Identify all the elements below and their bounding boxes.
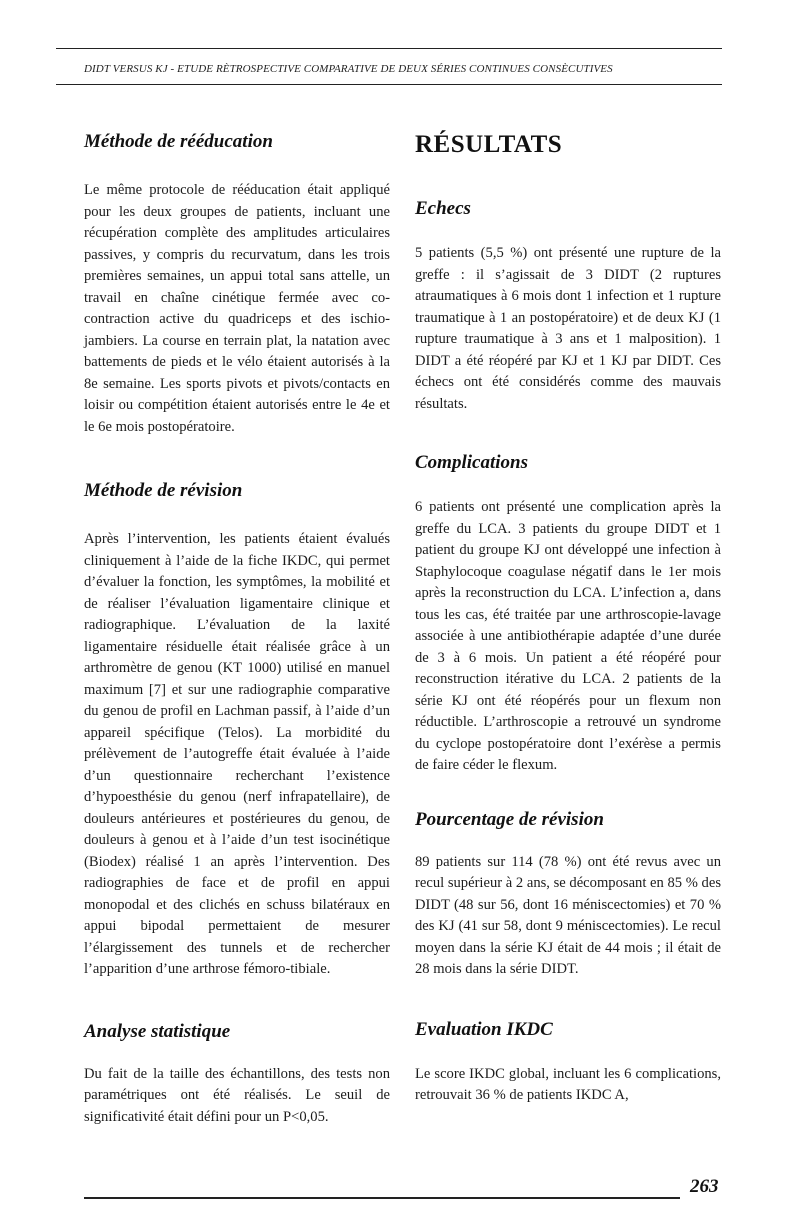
left-column: [84, 130, 390, 1128]
top-rule: [56, 48, 722, 49]
right-column: [415, 130, 721, 1107]
section-title-statistics: Analyse statistique: [84, 1020, 231, 1042]
section-title-revision-method: Méthode de révision: [84, 480, 243, 501]
section-title-ikdc: Evaluation IKDC: [415, 1018, 553, 1040]
section-text-revision-method: Après l’intervention, les patients étaient évalués cliniquement à l’aide de la fiche IKDC, qui permet d’évaluer la fonction, les symptômes, la mobilité et de réaliser l’évaluation ligamentaire clinique et radiographique. L’évaluation de la laxité ligamentaire résiduelle était réalisée grâce à un arthromètre de genou (KT 1000) utilisé en manuel maximum [7] et sur une radiographie comparative du genou de profil en Lachman passif, à l’aide d’un appareil spécifique (Telos). La morbidité du prélèvement de l’autogreffe était évaluée à l’aide d’un questionnaire recherchant l’existence d’hypoesthésie du genou (nerf infrapatellaire), de douleurs antérieures et postérieures du genou, de douleurs à genou et à l’aide d’un test isocinétique (Biodex) réalisé 1 an après l’intervention. Des radiographies de face et de profil en appui monopodal et des clichés en schuss bilatéraux en appui bipodal permettaient de mesurer l’élargissement des tunnels et de rechercher l’apparition d’une arthrose fémoro-tibiale.: [84, 531, 390, 977]
section-title-revision-percentage: Pourcentage de révision: [415, 808, 604, 830]
section-text-complications: 6 patients ont présenté une complication après la greffe du LCA. 3 patients du groupe DIDT et 1 patient du groupe KJ ont développé une infection à Staphylocoque coagulase négatif dans le 1er mois après la reconstruction du LCA. L’infection a, dans tous les cas, été traitée par une arthroscopie-lavage associée à une antibiothérapie adaptée d’une durée de 3 à 6 mois. Un patient a été réopéré pour reconstruction itérative du LCA. 2 patients de la série KJ ont été réopérés pour un flexum non réductible. L’arthroscopie a retrouvé un syndrome du cyclope postopératoire dont l’exérèse a permis de faire céder le flexum.: [415, 499, 721, 773]
section-title-complications: Complications: [415, 452, 528, 473]
section-title-reeducation: Méthode de rééducation: [84, 131, 273, 152]
section-text-ikdc: Le score IKDC global, incluant les 6 complications, retrouvait 36 % de patients IKDC A,: [415, 1065, 721, 1103]
section-title-failures: Echecs: [415, 198, 471, 219]
section-text-revision-percentage: 89 patients sur 114 (78 %) ont été revus avec un recul supérieur à 2 ans, se décomposant en 85 % des DIDT (48 sur 56, dont 16 méniscectomies) et 70 % des KJ (41 sur 58, dont 9 méniscectomies). Le recul moyen dans la série KJ était de 44 mois ; il était de 28 mois dans la série DIDT.: [415, 853, 721, 977]
section-text-failures: 5 patients (5,5 %) ont présenté une rupture de la greffe : il s’agissait de 3 DIDT (2 ruptures atraumatiques à 6 mois dont 1 infection et 1 rupture traumatique à 1 an postopératoire) et de deux KJ (1 rupture traumatique à 3 ans et 1 malposition). 1 DIDT a été réopéré par KJ et 1 KJ par DIDT. Ces échecs ont été considérés comme des mauvais résultats.: [415, 245, 721, 412]
header-rule: [56, 84, 722, 85]
section-text-reeducation: Le même protocole de rééducation était appliqué pour les deux groupes de patients, incluant une récupération complète des amplitudes articulaires passives, y compris du recurvatum, dans les trois premières semaines, un appui total sans attelle, un travail en chaîne cinétique fermée avec co-contraction active du quadriceps et des ischio-jambiers. La course en terrain plat, la natation avec battements de pieds et le vélo étaient autorisés à la 8e semaine. Les sports pivots et pivots/contacts en loisir ou compétition étaient autorisés entre le 4e et le 6e mois postopératoire.: [84, 182, 390, 435]
section-text-statistics: Du fait de la taille des échantillons, des tests non paramétriques ont été réalisés. Le seuil de significativité était défini pour un P<0,05.: [84, 1065, 390, 1125]
page-number: 263: [690, 1176, 719, 1197]
results-heading: RÉSULTATS: [415, 131, 563, 158]
footer-rule: [84, 1197, 680, 1199]
running-head: DIDT VERSUS KJ - ETUDE RÈTROSPECTIVE COMPARATIVE DE DEUX SÉRIES CONTINUES CONSÈCUTIVES: [84, 63, 613, 75]
